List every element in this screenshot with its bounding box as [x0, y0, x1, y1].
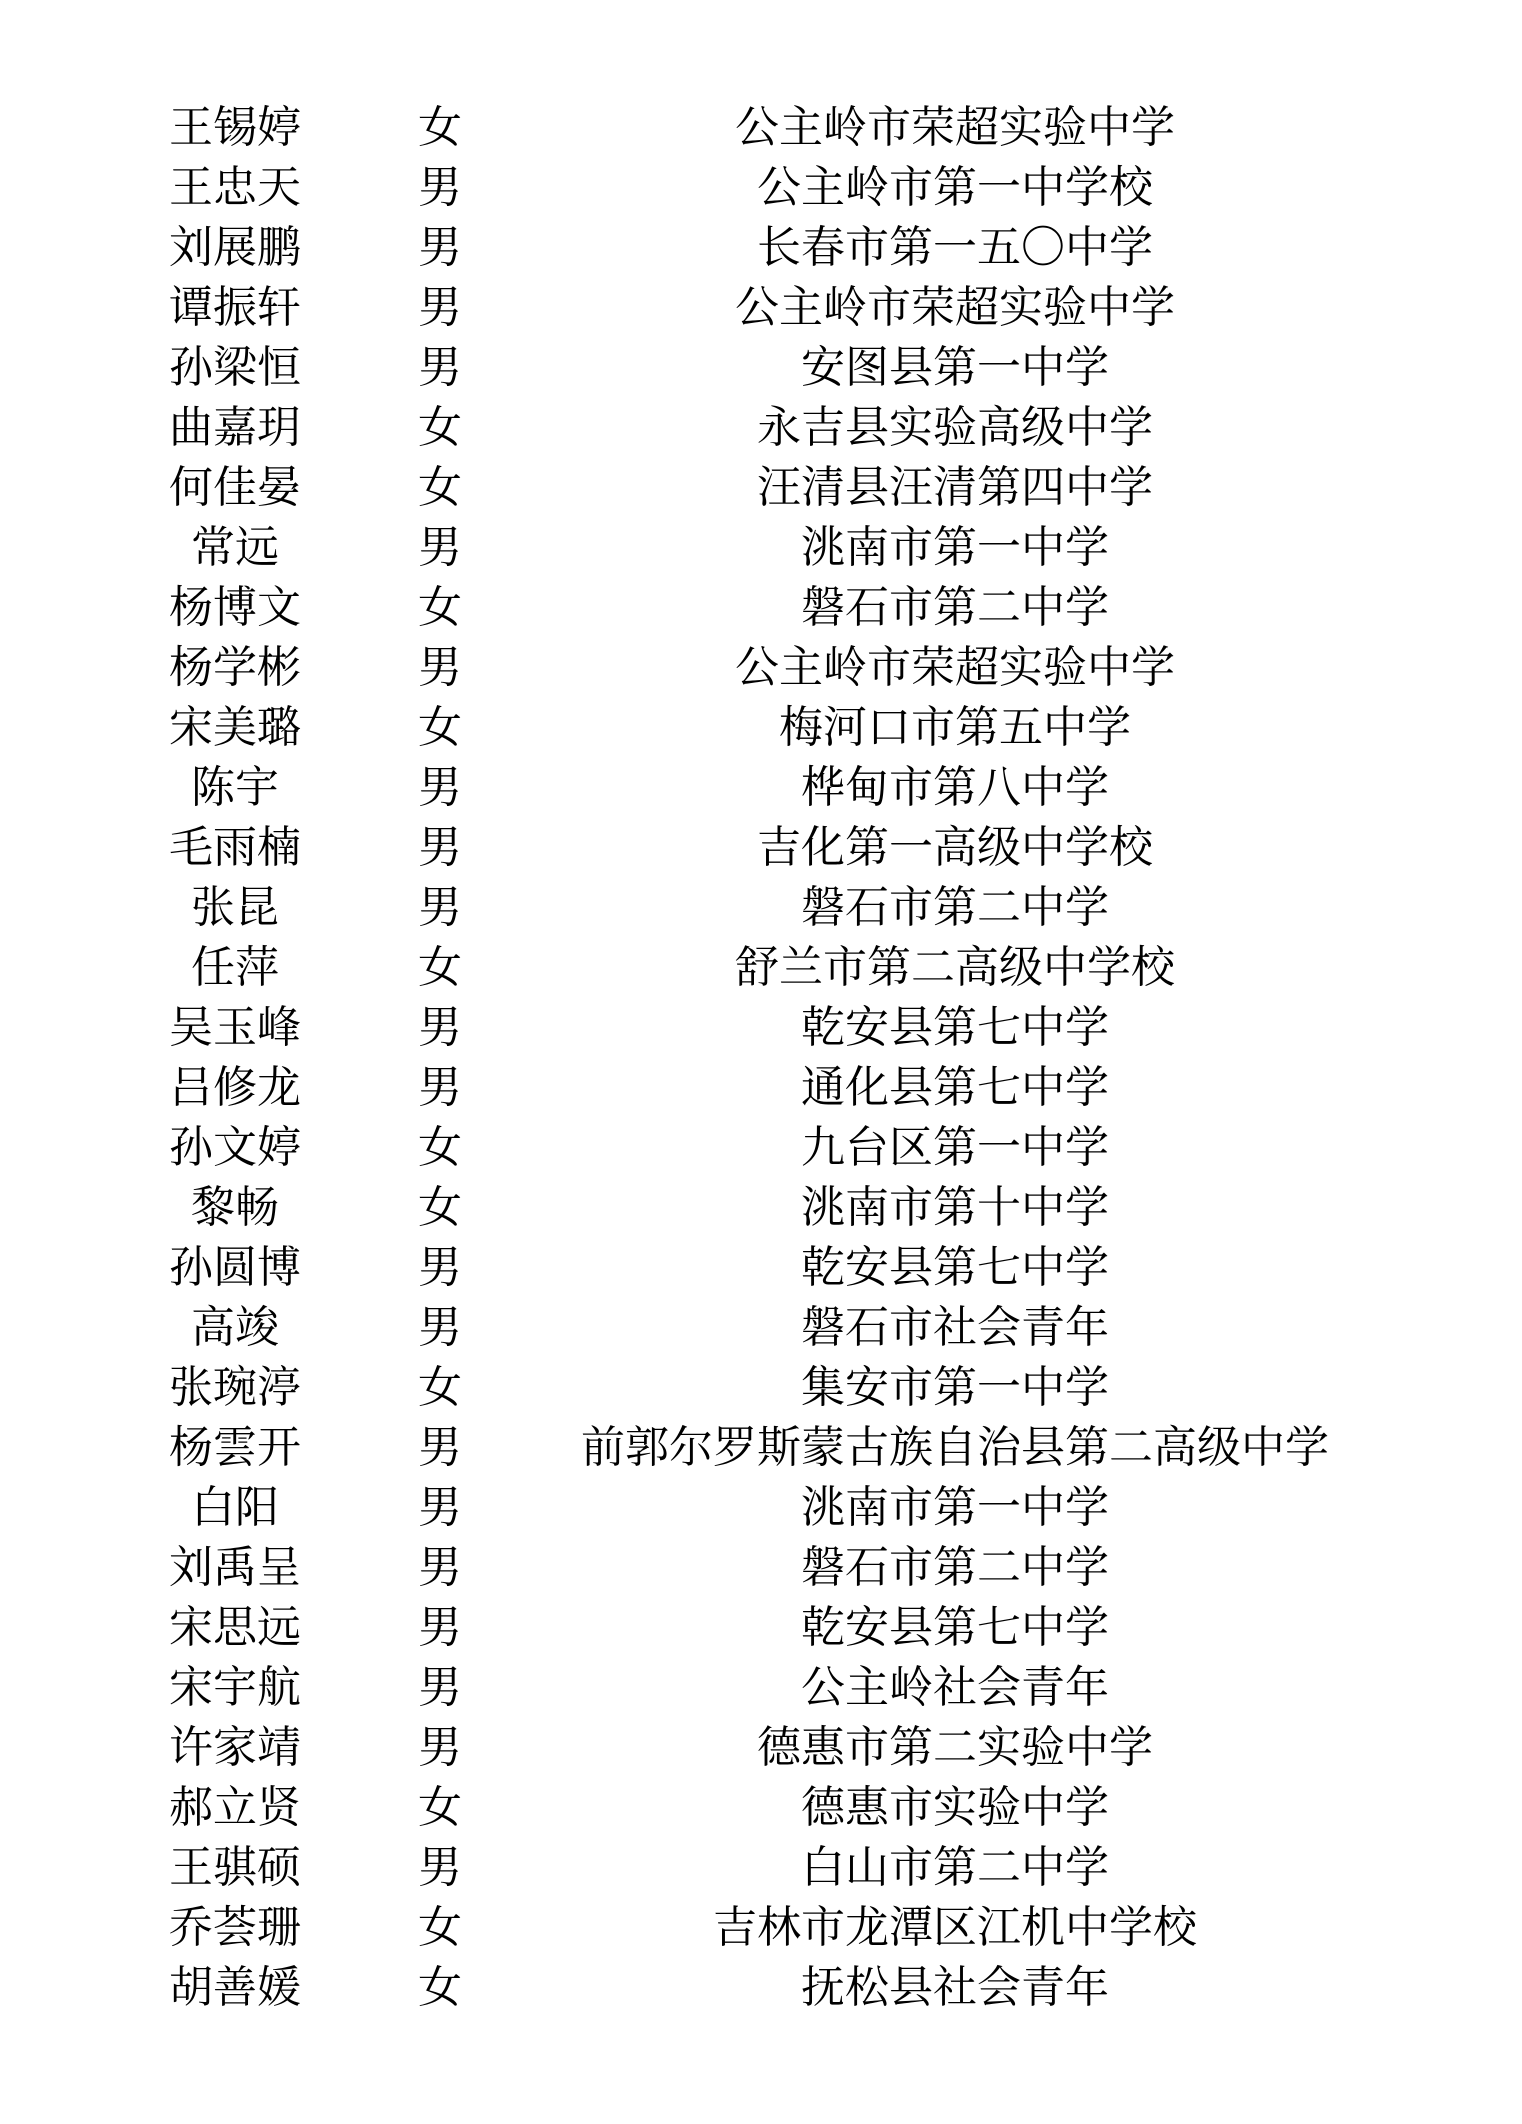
student-name: 郝立贤 — [169, 1782, 301, 1833]
table-row — [0, 998, 1522, 1058]
table-row — [0, 278, 1522, 338]
student-school: 公主岭市荣超实验中学 — [735, 282, 1175, 333]
student-gender: 男 — [418, 1422, 462, 1473]
student-gender: 女 — [418, 702, 462, 753]
table-row — [0, 518, 1522, 578]
student-name: 常远 — [191, 522, 279, 573]
table-row — [0, 938, 1522, 998]
student-school: 磐石市第二中学 — [801, 582, 1109, 633]
student-school: 长春市第一五〇中学 — [757, 222, 1153, 273]
student-school: 磐石市第二中学 — [801, 1542, 1109, 1593]
student-gender: 女 — [418, 1182, 462, 1233]
student-name: 谭振轩 — [169, 282, 301, 333]
student-gender: 女 — [418, 402, 462, 453]
student-gender: 男 — [418, 522, 462, 573]
student-name: 宋美璐 — [169, 702, 301, 753]
student-gender: 男 — [418, 1482, 462, 1533]
student-gender: 女 — [418, 1902, 462, 1953]
student-name: 孙梁恒 — [169, 342, 301, 393]
table-row — [0, 1718, 1522, 1778]
student-gender: 男 — [418, 1542, 462, 1593]
student-name: 张昆 — [191, 882, 279, 933]
table-row — [0, 1238, 1522, 1298]
student-name: 孙文婷 — [169, 1122, 301, 1173]
table-row — [0, 1598, 1522, 1658]
student-gender: 男 — [418, 882, 462, 933]
table-row — [0, 758, 1522, 818]
table-row — [0, 338, 1522, 398]
student-gender: 男 — [418, 1002, 462, 1053]
student-school: 吉化第一高级中学校 — [757, 822, 1153, 873]
student-name: 乔荟珊 — [169, 1902, 301, 1953]
student-gender: 女 — [418, 582, 462, 633]
student-gender: 男 — [418, 1722, 462, 1773]
student-school: 德惠市实验中学 — [801, 1782, 1109, 1833]
student-gender: 女 — [418, 1962, 462, 2013]
table-row — [0, 1478, 1522, 1538]
student-school: 通化县第七中学 — [801, 1062, 1109, 1113]
student-name: 宋宇航 — [169, 1662, 301, 1713]
table-row — [0, 398, 1522, 458]
student-name: 孙圆博 — [169, 1242, 301, 1293]
student-name: 吕修龙 — [169, 1062, 301, 1113]
student-name: 刘展鹏 — [169, 222, 301, 273]
student-gender: 男 — [418, 222, 462, 273]
table-row — [0, 1958, 1522, 2018]
table-row — [0, 1058, 1522, 1118]
student-name: 曲嘉玥 — [169, 402, 301, 453]
student-school: 乾安县第七中学 — [801, 1242, 1109, 1293]
table-row — [0, 1898, 1522, 1958]
student-school: 集安市第一中学 — [801, 1362, 1109, 1413]
student-gender: 女 — [418, 1122, 462, 1173]
student-name: 陈宇 — [191, 762, 279, 813]
table-row — [0, 578, 1522, 638]
table-row — [0, 1658, 1522, 1718]
table-row — [0, 878, 1522, 938]
table-row — [0, 98, 1522, 158]
student-name: 王骐硕 — [169, 1842, 301, 1893]
student-name: 高竣 — [191, 1302, 279, 1353]
student-school: 公主岭社会青年 — [801, 1662, 1109, 1713]
table-row — [0, 1298, 1522, 1358]
table-row — [0, 1358, 1522, 1418]
student-school: 安图县第一中学 — [801, 342, 1109, 393]
student-gender: 男 — [418, 642, 462, 693]
student-school: 汪清县汪清第四中学 — [757, 462, 1153, 513]
student-name: 白阳 — [191, 1482, 279, 1533]
student-school: 公主岭市第一中学校 — [757, 162, 1153, 213]
student-gender: 男 — [418, 1242, 462, 1293]
student-school: 抚松县社会青年 — [801, 1962, 1109, 2013]
student-school: 洮南市第一中学 — [801, 522, 1109, 573]
student-gender: 男 — [418, 342, 462, 393]
table-row — [0, 1838, 1522, 1898]
student-gender: 女 — [418, 1782, 462, 1833]
student-gender: 男 — [418, 282, 462, 333]
student-school: 磐石市第二中学 — [801, 882, 1109, 933]
student-school: 白山市第二中学 — [801, 1842, 1109, 1893]
student-name: 许家靖 — [169, 1722, 301, 1773]
student-gender: 男 — [418, 162, 462, 213]
student-gender: 女 — [418, 942, 462, 993]
student-gender: 男 — [418, 1302, 462, 1353]
student-school: 磐石市社会青年 — [801, 1302, 1109, 1353]
table-row — [0, 1118, 1522, 1178]
student-school: 梅河口市第五中学 — [779, 702, 1131, 753]
student-gender: 男 — [418, 1662, 462, 1713]
table-row — [0, 818, 1522, 878]
student-name: 杨雲开 — [169, 1422, 301, 1473]
table-row — [0, 218, 1522, 278]
student-school: 九台区第一中学 — [801, 1122, 1109, 1173]
table-row — [0, 698, 1522, 758]
student-school: 永吉县实验高级中学 — [757, 402, 1153, 453]
student-school: 洮南市第一中学 — [801, 1482, 1109, 1533]
student-name: 王忠天 — [169, 162, 301, 213]
student-name: 王锡婷 — [169, 102, 301, 153]
student-name: 宋思远 — [169, 1602, 301, 1653]
student-school: 公主岭市荣超实验中学 — [735, 102, 1175, 153]
student-school: 舒兰市第二高级中学校 — [735, 942, 1175, 993]
table-row — [0, 1778, 1522, 1838]
student-gender: 女 — [418, 1362, 462, 1413]
student-school: 公主岭市荣超实验中学 — [735, 642, 1175, 693]
table-row — [0, 158, 1522, 218]
student-gender: 女 — [418, 462, 462, 513]
student-school: 吉林市龙潭区江机中学校 — [713, 1902, 1197, 1953]
student-gender: 男 — [418, 822, 462, 873]
student-name: 杨博文 — [169, 582, 301, 633]
student-school: 桦甸市第八中学 — [801, 762, 1109, 813]
student-name: 杨学彬 — [169, 642, 301, 693]
student-name: 张琬渟 — [169, 1362, 301, 1413]
student-school: 前郭尔罗斯蒙古族自治县第二高级中学 — [581, 1422, 1329, 1473]
table-row — [0, 1178, 1522, 1238]
table-row — [0, 1418, 1522, 1478]
student-name: 胡善媛 — [169, 1962, 301, 2013]
student-name: 毛雨楠 — [169, 822, 301, 873]
student-school: 德惠市第二实验中学 — [757, 1722, 1153, 1773]
table-row — [0, 458, 1522, 518]
student-gender: 女 — [418, 102, 462, 153]
table-row — [0, 638, 1522, 698]
student-gender: 男 — [418, 1062, 462, 1113]
student-name: 刘禹呈 — [169, 1542, 301, 1593]
student-name: 何佳晏 — [169, 462, 301, 513]
student-name: 黎畅 — [191, 1182, 279, 1233]
student-name: 任萍 — [191, 942, 279, 993]
student-school: 洮南市第十中学 — [801, 1182, 1109, 1233]
student-school: 乾安县第七中学 — [801, 1602, 1109, 1653]
student-gender: 男 — [418, 1602, 462, 1653]
table-row — [0, 1538, 1522, 1598]
student-gender: 男 — [418, 1842, 462, 1893]
student-name: 吴玉峰 — [169, 1002, 301, 1053]
student-school: 乾安县第七中学 — [801, 1002, 1109, 1053]
student-gender: 男 — [418, 762, 462, 813]
